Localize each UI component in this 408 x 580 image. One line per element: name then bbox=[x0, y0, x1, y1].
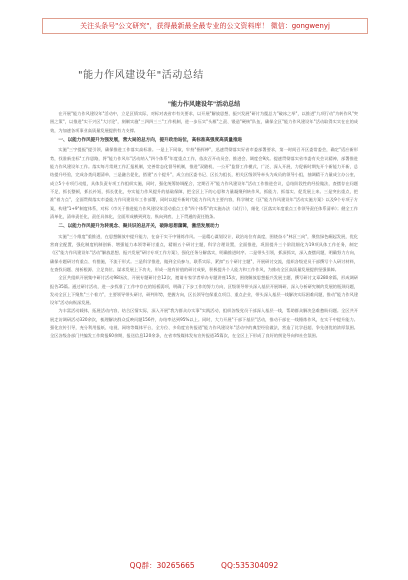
qq-number: QQ:535304092 bbox=[221, 561, 279, 570]
body-paragraph: 实施"三字提振"提引领，确保推进工作落实高标准。一是上下同欲，牢持"指挥棒"，迅速贯彻落实好省市委部署要求，第一时间召开区委常委会，确定"适应新形势，找准新坐标"工作思路，将"能力作风年"活动纳入"四个体系"年度重点工作，依次召开动员会、推进会、调度会9次。提速贯彻落实省市委有关会议精神，部署推进能力作风建设年工作。落实每月常规工作汇报机制，完善常态化督导机制，推进"双随机、一公开"监督工作模式，广泛、深入开展，力促新时期先开个新能力开新，总结提升经验，完成各类问题清单，三是融合促化，搭建"五个提升"，成立由区委书记、区长为组长，相关区级领导牵头为成员的领导小组，抽调精干力量成立办公室，成立5个专项行动组，具体负责专项工作组织实施，同时，强化统筹协调配合，定期召开"能力作风建设年"活动工作推进会议，总结阶段性的经验做法，查摆存在问题不足，抓长整顿，抓长补短，抓长优化，夯实能力作风提升的基础保障，把全区上下的心思和力量凝聚到转作风、抓能力、抓落实、促发展上来。三是突出重点，把准"着力点"，全面贯彻落实市委能力作风建设年工作部署，同时以提升新时代能力作风为主要内容，科学制定《区"能力作风建设年"活动实施方案》以及9个专项子方案，构建"1+9"制度体系，对标《市关于推进能力作风建设年活动重点工作"四个体系"的实施办法（试行）》，细化《区落实年度重点工作领导责任体系清单》；健全工作清单化，清单责任化，责任具体化，全面形成横到到边、纵向到底、上下贯通的责任链条。 bbox=[50, 147, 358, 219]
wechat-follow-banner: 关注头条号"公文研究"，获得最新最全最专业的公文资料库！ 微信：gongwenyj bbox=[42, 18, 368, 34]
document-subtitle: "能力作风建设年"活动总结 bbox=[167, 101, 241, 108]
document-body bbox=[50, 110, 358, 542]
intro-paragraph: 在开展"能力作风建设年"活动中，立足区情实际，对标对表省市有关要求，以开展"解放思想、振兴发展"研讨为揽总力"破冰之举"，以推进"九项行动"为转作风"突围之策"，以推进"实干兴区"大讨论"，刻制实施"三四四三三"工作机制，进一步压实"头雁"之责、锻造"硬核"队伍，确保全区"能力作风建设年"活动取得实实在在的成效，为加速各项事业高质量发展提供有力支撑。 bbox=[50, 111, 358, 133]
document-title: "能力作风建设年"活动总结 bbox=[78, 70, 204, 81]
body-paragraph: 实施"三个维度"重推进，在思想解放中提升能力，在奋于实干中锤炼作风。一是精心谋划设计，政治站位有高度，围绕奋斗"林区三向"，聚焦绿色崛起发展，优化营商全配置，强化制度机制创新、增强能力本领等研讨重点，精细五个研讨主题，科学合理设置，全面推进，巩固提升三个阶段细化为19项具体工作任务，制定《区"能力作风建设年"活动"解放思想、振兴发展"研讨专项工作方案》，强化任务分解落实，明确推进时序。二是带头引领，抓深抓实，深入查摆问题，明确努力方向，确保专题研讨有重点、有措施，不流于形式。三是科学推进，做到全员参与，联系实际，紧扣"五个研讨主题"，开展研讨交流，组织各级党员干部撰写个人研讨材料，在查找问题、剖析根源、立足岗位、谋求发展上下功夫，形成一批有价值的研讨成果，积极提升个人能力和工作作风，为推动全区高质量发展提供坚强保障。 bbox=[50, 233, 358, 272]
contact-footer bbox=[0, 559, 408, 573]
body-paragraph: 为丰富活动载体，拓展活动内容，结合区情实际，深入开展"我为群众办实事"实践活动，组织各级党员干部深入基层一线，帮助群众解决急难愁盼问题。全区共开展走访调研活动320余次，梳理解决群众反映问题156件，办结率达到95%以上。同时，大力开展"干部下基层"活动，推动干部在一线锤炼作风，在实干中提升能力。强化宣传引导，充分利用报纸、电视、网络等媒体平台，全方位、多角度宣传报道"能力作风建设年"活动中的典型经验做法，营造了比学赶超、争先创优的浓厚氛围。全区各级各部门共编发工作简报60余期，报送信息120余条，在省市级媒体发布宣传报道35篇次，在全区上下形成了良好的舆论导向和社会氛围。 bbox=[50, 308, 358, 339]
qq-group-number: QQ群：30265665 bbox=[129, 561, 195, 570]
body-paragraph: 全区共组织开展集中研讨活动98场次，开展专题研讨会12次，邀请专家学者举办专题讲座15次，围绕解放思想振兴发展主题，撰写研讨文章280余篇，形成调研报告35篇。通过研讨活动，进一步找准了工作中存在的短板弱项，明确了下步工作的努力方向，区级领导带头深入基层开展调研，深入分析研究制约发展的瓶颈问题，发动全区上下聚焦"三个着力"，主要领导带头研讨，研判形势，把握方向，区长领导包保重点项目、重点企业，带头深入基层一线解决实际困难问题，推动"能力作风建设年"活动向纵深发展。 bbox=[50, 275, 358, 306]
section-heading-2: 二、以能力作风提升为转观念、聚共识的总开关，破除思想藩篱，激活发展动力 bbox=[58, 224, 220, 230]
section-heading-1: 一、以能力作风提升为强发展，营大局的总方向，提升政治站位，高标准高强度高质量推进 bbox=[58, 137, 243, 143]
